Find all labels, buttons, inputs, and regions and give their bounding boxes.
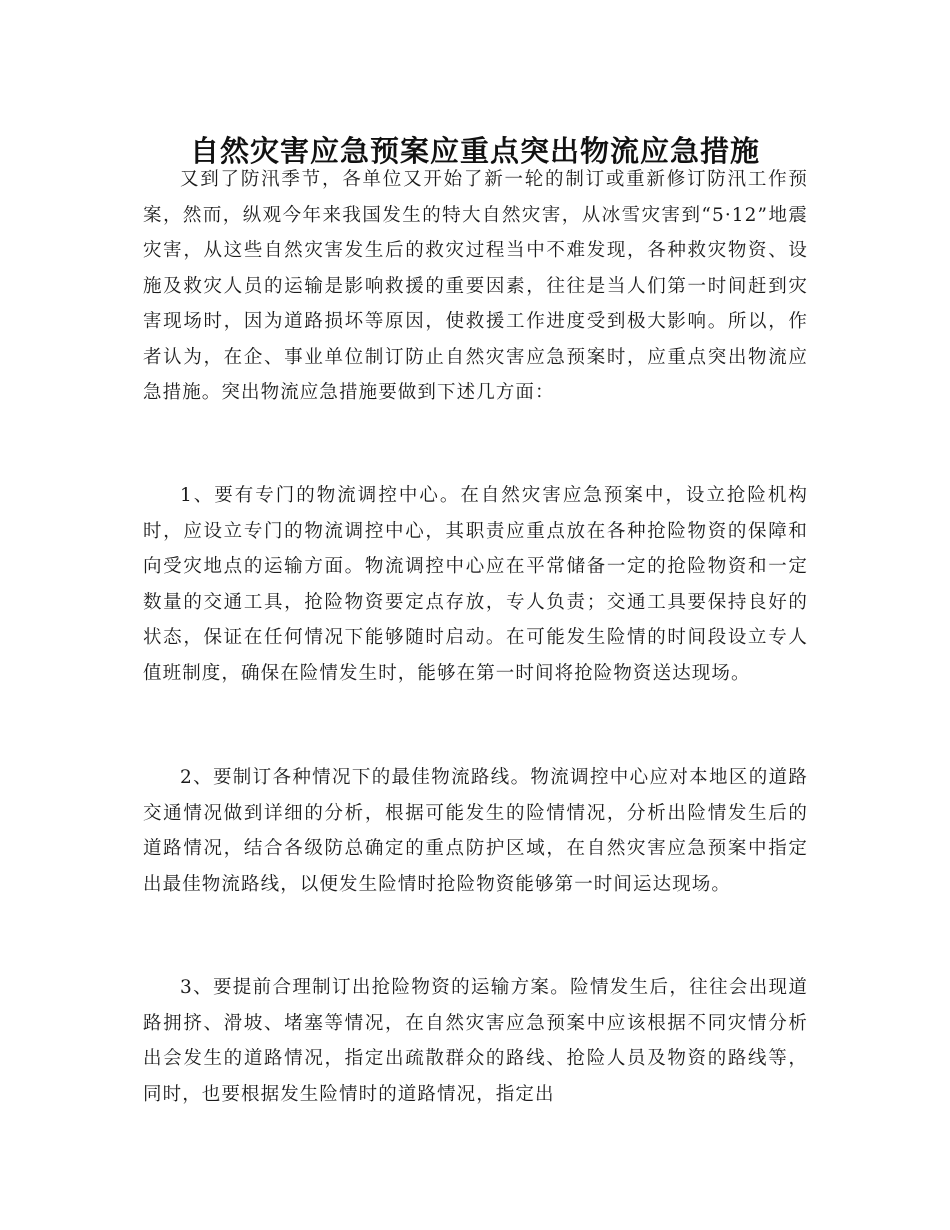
paragraph-3: 3、要提前合理制订出抢险物资的运输方案。险情发生后，往往会出现道路拥挤、滑坡、堵塞等情况，在自然灾害应急预案中应该根据不同灾情分析出会发生的道路情况，指定出疏散群众的路线、抢险人员及物资的路线等，同时，也要根据发生险情时的道路情况，指定出 (143, 977, 808, 1105)
paragraph-1: 1、要有专门的物流调控中心。在自然灾害应急预案中，设立抢险机构时，应设立专门的物流调控中心，其职责应重点放在各种抢险物资的保障和向受灾地点的运输方面。物流调控中心应在平常储备一定的抢险物资和一定数量的交通工具，抢险物资要定点存放，专人负责；交通工具要保持良好的状态，保证在任何情况下能够随时启动。在可能发生险情的时间段设立专人值班制度，确保在险情发生时，能够在第一时间将抢险物资送达现场。 (143, 485, 808, 684)
document-title: 自然灾害应急预案应重点突出物流应急措施 (189, 134, 760, 169)
paragraph-intro: 又到了防汛季节，各单位又开始了新一轮的制订或重新修订防汛工作预案，然而，纵观今年来我国发生的特大自然灾害，从冰雪灾害到“5·12”地震灾害，从这些自然灾害发生后的救灾过程当中不难发现，各种救灾物资、设施及救灾人员的运输是影响救援的重要因素，往往是当人们第一时间赶到灾害现场时，因为道路损坏等原因，使救援工作进度受到极大影响。所以，作者认为，在企、事业单位制订防止自然灾害应急预案时，应重点突出物流应急措施。突出物流应急措施要做到下述几方面： (143, 169, 808, 403)
paragraph-2: 2、要制订各种情况下的最佳物流路线。物流调控中心应对本地区的道路交通情况做到详细的分析，根据可能发生的险情情况，分析出险情发生后的道路情况，结合各级防总确定的重点防护区域，在自然灾害应急预案中指定出最佳物流路线，以便发生险情时抢险物资能够第一时间运达现场。 (143, 767, 808, 895)
